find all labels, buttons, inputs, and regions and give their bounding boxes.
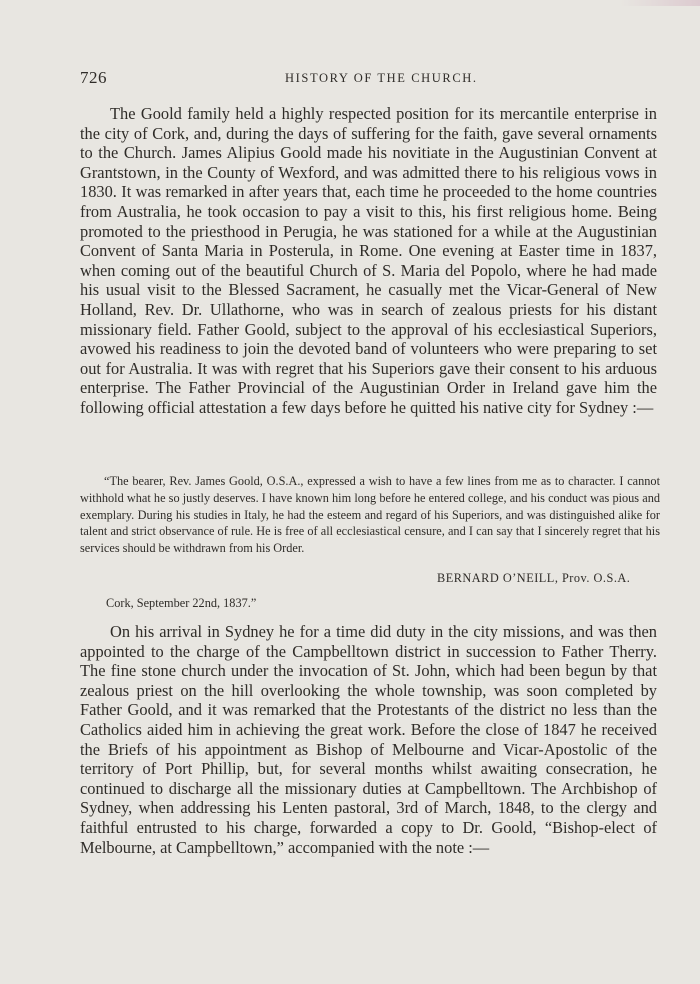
quote-dateline: Cork, September 22nd, 1837.” xyxy=(106,596,257,610)
body-paragraph-1: The Goold family held a highly respected position for its mercantile enterprise in the city of Cork, and, during the days of suffering for the faith, gave several ornaments to the Church. James Alipius Goold made his novitiate in the Augustinian Convent at Grantstown, in the County of Wexford, and was admitted there to his religious vows in 1830. It was remarked in after years that, each time he proceeded to the home countries from Australia, he took occasion to pay a visit to this, his first religious home. Being promoted to the priesthood in Perugia, he was stationed for a while at the Augustinian Convent of Santa Maria in Posterula, in Rome. One evening at Easter time in 1837, when coming out of the beautiful Church of S. Maria del Popolo, where he had made his usual visit to the Blessed Sacrament, he casually met the Vicar-General of New Holland, Rev. Dr. Ullathorne, who was in search of zealous priests for his distant missionary field. Father Goold, subject to the approval of his ecclesiastical Superiors, avowed his readiness to join the devoted band of volunteers who were preparing to set out for Australia. It was with regret that his Superiors gave their consent to his arduous enterprise. The Father Provincial of the Augustinian Order in Ireland gave him the following official attestation a few days before he quitted his native city for Sydney :— xyxy=(80,104,657,417)
quote-signature: BERNARD O’NEILL, Prov. O.S.A. xyxy=(437,571,631,585)
page-corner-stain xyxy=(620,0,700,6)
page-number: 726 xyxy=(80,68,107,87)
page-header xyxy=(0,68,700,92)
attestation-quote: “The bearer, Rev. James Goold, O.S.A., expressed a wish to have a few lines from me as to character. I cannot withhold what he so justly deserves. I have known him long before he entered college, and his conduct was pious and exemplary. During his studies in Italy, he had the esteem and regard of his Superiors, and was distinguished alike for talent and strict observance of rule. He is free of all ecclesiastical censure, and I can say that I sincerely regret that his services should be withdrawn from his Order. xyxy=(80,474,660,556)
body-paragraph-2: On his arrival in Sydney he for a time did duty in the city missions, and was then appointed to the charge of the Campbelltown district in succession to Father Therry. The fine stone church under the invocation of St. John, which had been begun by that zealous priest on the hill overlooking the whole township, was soon completed by Father Goold, and it was remarked that the Protestants of the district no less than the Catholics aided him in achieving the great work. Before the close of 1847 he received the Briefs of his appointment as Bishop of Melbourne and Vicar-Apostolic of the territory of Port Phillip, but, for several months whilst awaiting consecration, he continued to discharge all the missionary duties at Campbelltown. The Archbishop of Sydney, when addressing his Lenten pastoral, 3rd of March, 1848, to the clergy and faithful entrusted to his charge, forwarded a copy to Dr. Goold, “Bishop-elect of Melbourne, at Campbelltown,” accompanied with the note :— xyxy=(80,622,657,857)
running-head: HISTORY OF THE CHURCH. xyxy=(285,71,478,85)
